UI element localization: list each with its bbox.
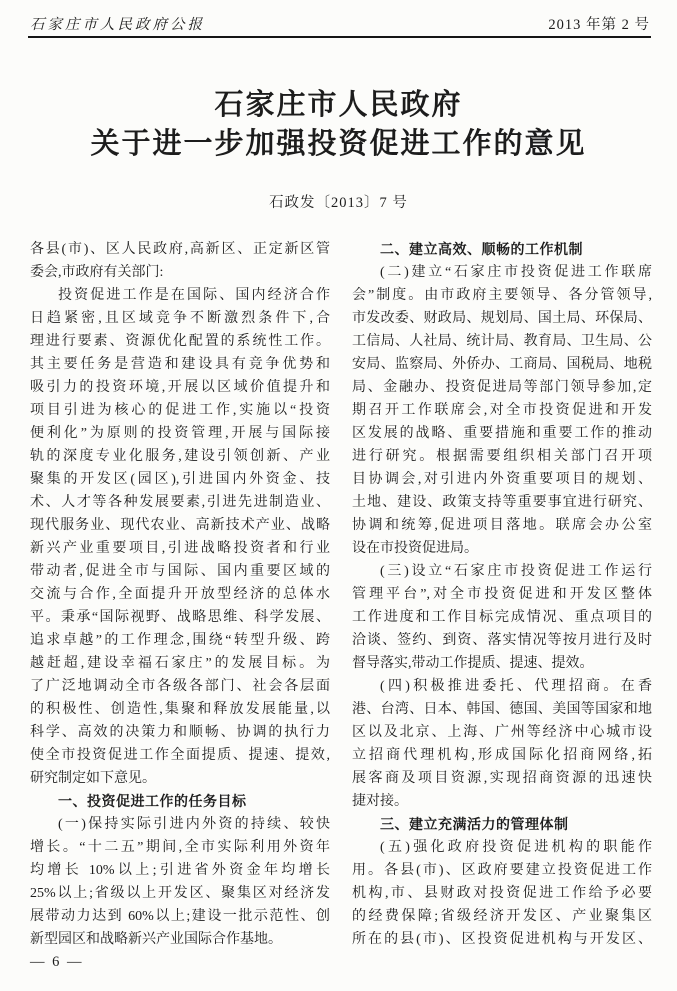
text-line: 轨的深度专业化服务,建设引领创新、产业: [30, 449, 330, 464]
text-line: 机构,市、县财政对投资促进工作给予必要: [352, 886, 652, 901]
text-line: 25%以上;省级以上开发区、聚集区对经济发: [30, 886, 330, 901]
text-line: 平。秉承“国际视野、战略思维、科学发展、: [30, 610, 330, 625]
text-line: 洽谈、签约、到资、落实情况等按月进行及时: [352, 633, 652, 648]
text-line: 各县(市)、区人民政府,高新区、正定新区管: [30, 242, 330, 257]
text-line: 土地、建设、政策支持等重要事宜进行研究、: [352, 495, 652, 510]
text-line: 新兴产业重要项目,引进战略投资者和行业: [30, 541, 330, 556]
text-line: 管理平台”,对全市投资促进和开发区整体: [352, 587, 652, 602]
text-line: 投资促进工作是在国际、国内经济合作: [58, 288, 330, 303]
text-line: 展带动力达到 60%以上;建设一批示范性、创: [30, 909, 330, 924]
text-line: 协调和统筹,促进项目落地。联席会办公室: [352, 518, 652, 533]
text-line: 用。各县(市)、区政府要建立投资促进工作: [352, 863, 652, 878]
text-line: 局、金融办、投资促进局等部门领导参加,定: [352, 380, 652, 395]
text-line: 区以及北京、上海、广州等经济中心城市设: [352, 725, 652, 740]
text-line: 项目引进为核心的促进工作,实施以“投资: [30, 403, 330, 418]
text-line: 目协调会,对引进内外资重要项目的规划、: [352, 472, 652, 487]
document-title-line1: 石家庄市人民政府: [214, 89, 463, 121]
page-header: [30, 13, 650, 34]
text-line: (五)强化政府投资促进机构的职能作: [380, 840, 652, 855]
text-line: 捷对接。: [352, 794, 408, 809]
gazette-name: 石家庄市人民政府公报: [30, 17, 205, 33]
text-line: (四)积极推进委托、代理招商。在香: [380, 679, 652, 694]
text-line: 了广泛地调动全市各级各部门、社会各层面: [30, 679, 330, 694]
section-heading: 二、建立高效、顺畅的工作机制: [380, 241, 583, 257]
text-line: 吸引力的投资环境,开展以区域价值提升和: [30, 380, 330, 395]
text-line: 带动者,促进全市与国际、国内重要区域的: [30, 564, 330, 579]
text-line: 的经费保障;省级经济开发区、产业聚集区: [352, 909, 652, 924]
text-line: (二)建立“石家庄市投资促进工作联席: [380, 265, 652, 280]
text-line: 安局、监察局、外侨办、工商局、国税局、地税: [352, 357, 652, 372]
text-line: 进行研究。根据需要组织相关部门召开项: [352, 449, 652, 464]
document-title-line2: 关于进一步加强投资促进工作的意见: [90, 128, 587, 160]
text-line: 委会,市政府有关部门:: [30, 265, 164, 280]
text-line: 越赶超,建设幸福石家庄”的发展目标。为: [30, 656, 330, 671]
text-line: 均增长 10%以上;引进省外资金年均增长: [30, 863, 330, 878]
text-line: 督导落实,带动工作提质、提速、提效。: [352, 656, 594, 671]
text-line: 现代服务业、现代农业、高新技术产业、战略: [30, 518, 330, 533]
text-line: 会”制度。由市政府主要领导、各分管领导,: [352, 288, 652, 303]
header-rule: [28, 36, 651, 38]
text-line: 期召开工作联席会,对全市投资促进和开发: [352, 403, 652, 418]
text-line: 聚集的开发区(园区),引进国内外资金、技: [30, 472, 330, 487]
text-line: (一)保持实际引进内外资的持续、较快: [58, 817, 330, 832]
section-heading: 三、建立充满活力的管理体制: [380, 816, 569, 832]
text-line: 理进行要素、资源优化配置的系统性工作。: [30, 334, 330, 349]
text-line: 新型园区和战略新兴产业国际合作基地。: [30, 932, 282, 947]
text-line: 便利化”为原则的投资管理,开展与国际接: [30, 426, 330, 441]
text-line: 工信局、人社局、统计局、教育局、卫生局、公: [352, 334, 652, 349]
text-line: 科学、高效的决策力和顺畅、协调的执行力: [30, 725, 330, 740]
text-line: (三)设立“石家庄市投资促进工作运行: [380, 564, 652, 579]
text-line: 交流与合作,全面提升开放型经济的总体水: [30, 587, 330, 602]
text-line: 的积极性、创造性,集聚和释放发展能量,以: [30, 702, 330, 717]
text-line: 使全市投资促进工作全面提质、提速、提效,: [30, 748, 330, 763]
document-number: 石政发〔2013〕7 号: [269, 195, 408, 211]
text-line: 市发改委、财政局、规划局、国土局、环保局、: [352, 311, 652, 326]
text-line: 展客商及项目资源,实现招商资源的迅速快: [352, 771, 652, 786]
text-line: 设在市投资促进局。: [352, 541, 478, 556]
text-line: 追求卓越”的工作理念,围绕“转型升级、跨: [30, 633, 330, 648]
section-heading: 一、投资促进工作的任务目标: [58, 793, 247, 809]
text-line: 术、人才等各种发展要素,引进先进制造业、: [30, 495, 330, 510]
text-line: 港、台湾、日本、韩国、德国、美国等国家和地: [352, 702, 652, 717]
document-title: [0, 86, 677, 164]
page-number: — 6 —: [30, 954, 84, 970]
text-line: 区发展的战略、重要措施和重要工作的推动: [352, 426, 652, 441]
text-line: 研究制定如下意见。: [30, 771, 156, 786]
text-line: 工作进度和工作目标完成情况、重点项目的: [352, 610, 652, 625]
right-column: [352, 238, 652, 951]
text-line: 增长。“十二五”期间,全市实际利用外资年: [30, 840, 330, 855]
text-line: 其主要任务是营造和建设具有竞争优势和: [30, 357, 330, 372]
text-line: 立招商代理机构,形成国际化招商网络,拓: [352, 748, 652, 763]
text-line: 所在的县(市)、区投资促进机构与开发区、: [352, 932, 652, 947]
text-line: 日趋紧密,且区域竞争不断激烈条件下,合: [30, 311, 330, 326]
document-body: [30, 238, 652, 951]
issue-number: 2013 年第 2 号: [548, 17, 650, 33]
left-column: [30, 238, 330, 951]
